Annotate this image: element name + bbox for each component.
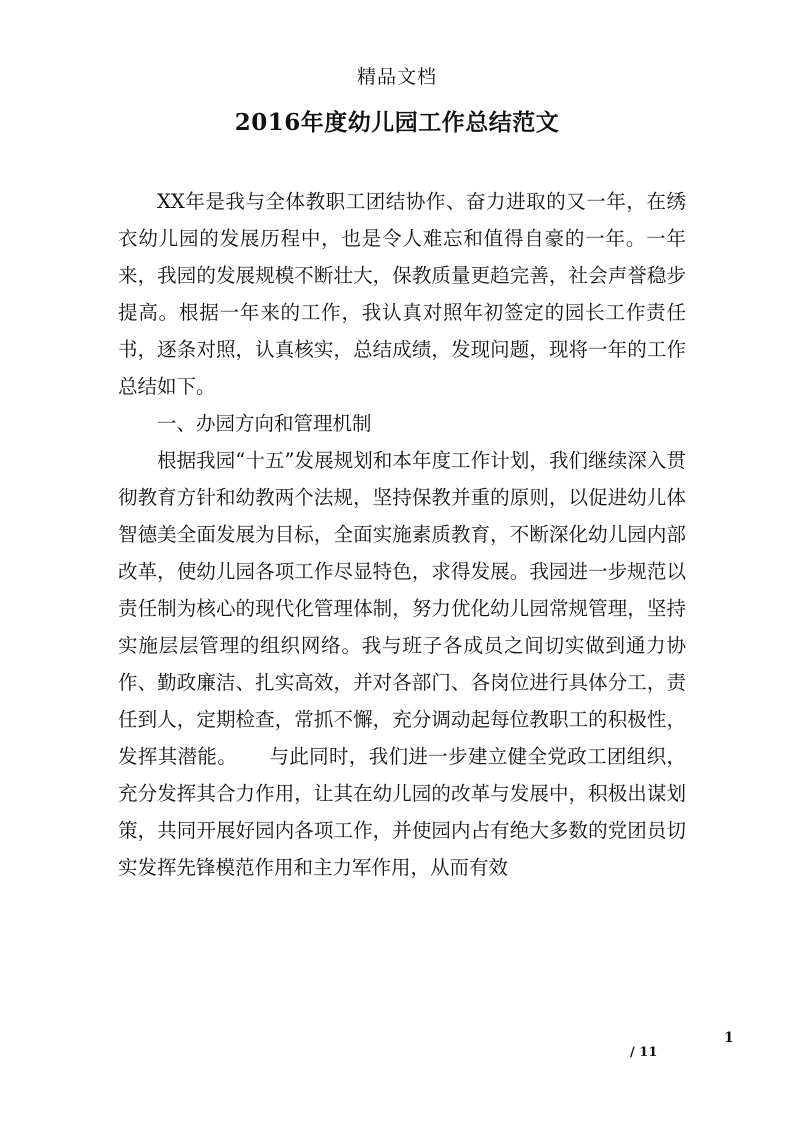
page-total: / 11	[630, 1045, 658, 1060]
paragraph-intro: XX年是我与全体教职工团结协作、奋力进取的又一年，在绣衣幼儿园的发展历程中，也是令人难忘和值得自豪的一年。一年来，我园的发展规模不断壮大，保教质量更趋完善，社会声誉稳步提高。根据一年来的工作，我认真对照年初签定的园长工作责任书，逐条对照，认真核实，总结成绩，发现问题，现将一年的工作总结如下。	[118, 190, 686, 398]
page-number: 1	[724, 1030, 734, 1046]
section-heading: 一、办园方向和管理机制	[157, 412, 372, 435]
paragraph-management-part1: 根据我园“十五”发展规划和本年度工作计划，我们继续深入贯彻教育方针和幼教两个法规，坚持保教并重的原则，以促进幼儿体智德美全面发展为目标，全面实施素质教育，不断深化幼儿园内部改革，使幼儿园各项工作尽显特色，求得发展。我园进一步规范以责任制为核心的现代化管理体制，努力优化幼儿园常规管理，坚持实施层层管理的组织网络。我与班子各成员之间切实做到通力协作、勤政廉洁、扎实高效，并对各部门、各岗位进行具体分工，责任到人，定期检查，常抓不懈，充分调动起每位教职工的积极性，发挥其潜能。	[118, 449, 686, 768]
page-header: 精品文档	[356, 66, 437, 88]
document-title: 2016年度幼儿园工作总结范文	[234, 109, 560, 136]
paragraph-management-part2: 与此同时，我们进一步建立健全党政工团组织，充分发挥其合力作用，让其在幼儿园的改革与发展中，积极出谋划策，共同开展好园内各项工作，并使园内占有绝大多数的党团员切实发挥先锋模范作用和主力军作用，从而有效	[118, 745, 686, 879]
paragraph-management	[118, 442, 686, 886]
document-body	[118, 183, 686, 886]
